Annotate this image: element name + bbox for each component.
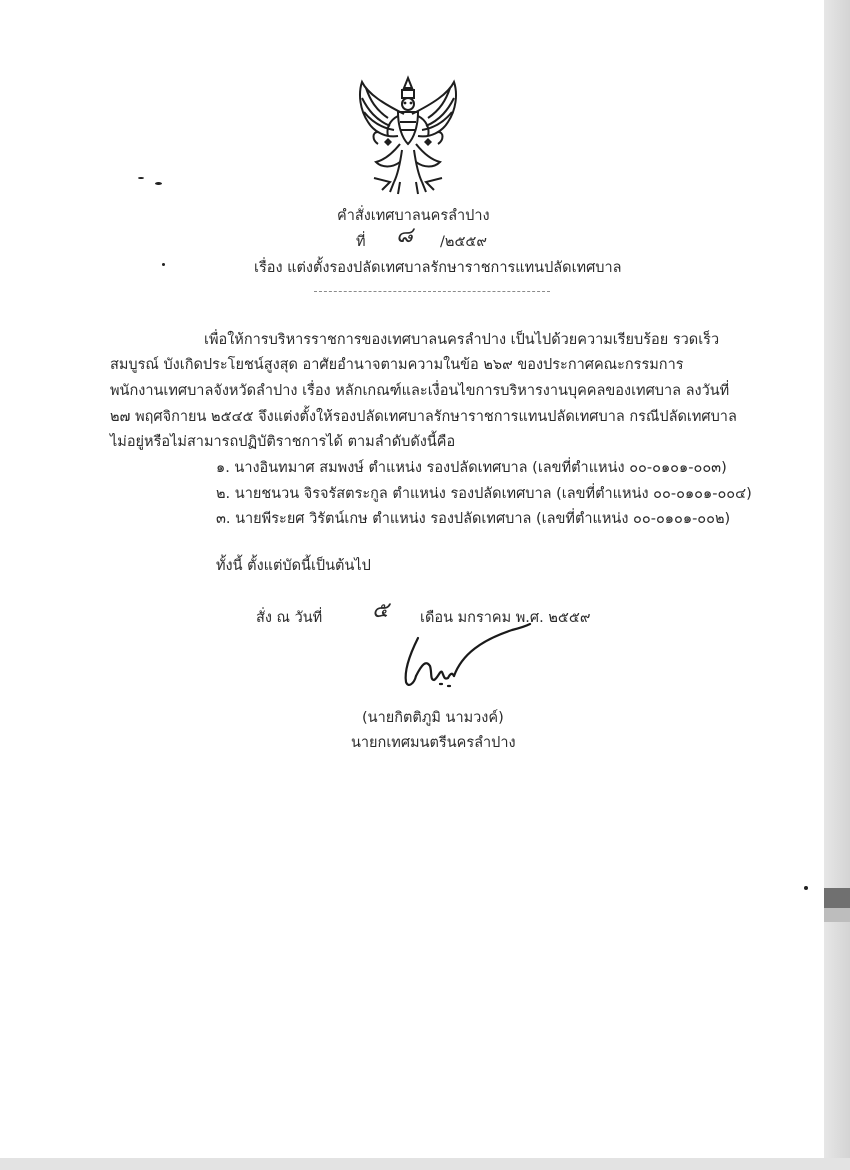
order-subject: เรื่อง แต่งตั้งรองปลัดเทศบาลรักษาราชการแทนปลัดเทศบาล xyxy=(254,260,622,276)
order-date-suffix: เดือน มกราคม พ.ศ. ๒๕๕๙ xyxy=(420,610,591,626)
scan-edge xyxy=(824,0,850,1170)
effective-statement: ทั้งนี้ ตั้งแต่บัดนี้เป็นต้นไป xyxy=(216,558,371,574)
order-number-year: /๒๕๕๙ xyxy=(440,234,488,250)
scan-edge-mark xyxy=(824,888,850,908)
body-line: เพื่อให้การบริหารราชการของเทศบาลนครลำปาง เป็นไปด้วยความเรียบร้อย รวดเร็ว xyxy=(204,332,720,348)
signature-mark xyxy=(396,620,536,700)
body-line: ไม่อยู่หรือไม่สามารถปฏิบัติราชการได้ ตามลำดับดังนี้คือ xyxy=(110,434,456,450)
scan-speck xyxy=(162,263,165,266)
body-line: ๒๗ พฤศจิกายน ๒๕๔๕ จึงแต่งตั้งให้รองปลัดเทศบาลรักษาราชการแทนปลัดเทศบาล กรณีปลัดเทศบาล xyxy=(110,409,737,425)
scan-speck xyxy=(804,886,808,890)
scan-speck xyxy=(138,177,144,179)
appointee-item: ๑. นางอินทมาศ สมพงษ์ ตำแหน่ง รองปลัดเทศบาล (เลขที่ตำแหน่ง ๐๐-๐๑๐๑-๐๐๓) xyxy=(216,460,727,476)
order-title: คำสั่งเทศบาลนครลำปาง xyxy=(337,208,490,224)
body-line: สมบูรณ์ บังเกิดประโยชน์สูงสุด อาศัยอำนาจตามความในข้อ ๒๖๙ ของประกาศคณะกรรมการ xyxy=(110,357,684,373)
scan-speck xyxy=(155,182,162,185)
body-line: พนักงานเทศบาลจังหวัดลำปาง เรื่อง หลักเกณฑ์และเงื่อนไขการบริหารงานบุคคลของเทศบาล ลงวันที่ xyxy=(110,383,730,399)
garuda-emblem-icon xyxy=(354,74,462,196)
header-divider xyxy=(314,291,550,292)
scan-edge-mark xyxy=(824,908,850,922)
scan-bottom-edge xyxy=(0,1158,850,1170)
appointee-item: ๒. นายชนวน จิรจรัสตระกูล ตำแหน่ง รองปลัดเทศบาล (เลขที่ตำแหน่ง ๐๐-๐๑๐๑-๐๐๔) xyxy=(216,486,752,502)
order-number-prefix: ที่ xyxy=(356,234,366,250)
order-date-day-handwritten: ๕ xyxy=(372,598,389,623)
signatory-position: นายกเทศมนตรีนครลำปาง xyxy=(351,735,516,751)
signatory-name: (นายกิตติภูมิ นามวงค์) xyxy=(362,710,504,726)
appointee-item: ๓. นายพีระยศ วิรัตน์เกษ ตำแหน่ง รองปลัดเทศบาล (เลขที่ตำแหน่ง ๐๐-๐๑๐๑-๐๐๒) xyxy=(216,511,731,527)
order-date-prefix: สั่ง ณ วันที่ xyxy=(256,610,323,626)
order-number-handwritten: ๘ xyxy=(396,223,413,248)
